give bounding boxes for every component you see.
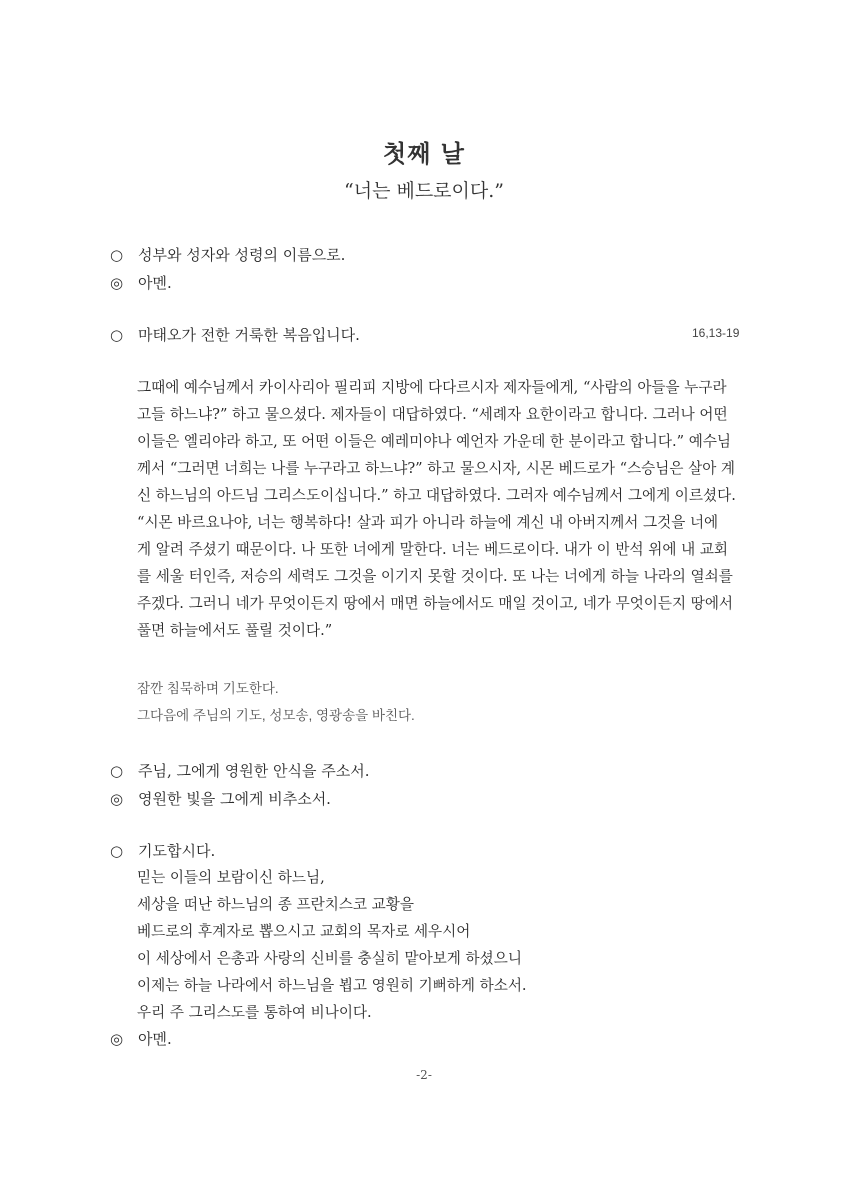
opening-line-1 xyxy=(110,244,345,265)
double-circle-mark-icon: ◎ xyxy=(110,790,124,808)
prayer-line: 세상을 떠난 하느님의 종 프란치스코 교황을 xyxy=(137,896,414,913)
gospel-line: 풀면 하늘에서도 풀릴 것이다.” xyxy=(137,622,333,639)
gospel-line: 께서 “그러면 너희는 나를 누구라고 하느냐?” 하고 물으시자, 시몬 베드로가 “스승님은 살아 계 xyxy=(137,460,736,477)
rubric-line: 그다음에 주님의 기도, 성모송, 영광송을 바친다. xyxy=(137,708,415,723)
gospel-line: 이들은 엘리야라 하고, 또 어떤 이들은 예레미야나 예언자 가운데 한 분이라고 합니다.” 예수님 xyxy=(137,433,732,450)
double-circle-mark-icon: ◎ xyxy=(110,274,124,292)
gospel-line: 게 알려 주셨기 때문이다. 나 또한 너에게 말한다. 너는 베드로이다. 내가 이 반석 위에 내 교회 xyxy=(137,541,729,558)
gospel-intro-line xyxy=(110,324,360,345)
prayer-line: 이 세상에서 은총과 사랑의 신비를 충실히 맡아보게 하셨으니 xyxy=(137,950,522,967)
opening-line-2 xyxy=(110,272,172,293)
prayer-line: 우리 주 그리스도를 통하여 비나이다. xyxy=(137,1004,372,1021)
circle-mark-icon: ○ xyxy=(110,762,124,780)
closing-line xyxy=(110,1028,172,1049)
response-text-2: 영원한 빛을 그에게 비추소서. xyxy=(138,790,331,808)
response-text-1: 주님, 그에게 영원한 안식을 주소서. xyxy=(138,762,370,780)
circle-mark-icon: ○ xyxy=(110,326,124,344)
gospel-line: 고들 하느냐?” 하고 물으셨다. 제자들이 대답하였다. “세례자 요한이라고 합니다. 그러나 어떤 xyxy=(137,406,728,423)
rubric-line: 잠깐 침묵하며 기도한다. xyxy=(137,681,279,696)
prayer-line: 믿는 이들의 보람이신 하느님, xyxy=(137,869,325,886)
prayer-intro-text: 기도합시다. xyxy=(138,842,216,860)
opening-text-2: 아멘. xyxy=(138,274,172,292)
response-line-2 xyxy=(110,788,331,809)
gospel-reference: 16,13-19 xyxy=(692,326,740,340)
page-number: -2- xyxy=(416,1068,432,1082)
double-circle-mark-icon: ◎ xyxy=(110,1030,124,1048)
gospel-line: “시몬 바르요나야, 너는 행복하다! 살과 피가 아니라 하늘에 계신 내 아버지께서 그것을 너에 xyxy=(137,514,719,531)
prayer-line: 이제는 하늘 나라에서 하느님을 뵙고 영원히 기뻐하게 하소서. xyxy=(137,977,527,994)
gospel-line: 그때에 예수님께서 카이사리아 필리피 지방에 다다르시자 제자들에게, “사람의 아들을 누구라 xyxy=(137,379,727,396)
prayer-intro-line xyxy=(110,840,215,861)
circle-mark-icon: ○ xyxy=(110,246,124,264)
gospel-line: 신 하느님의 아드님 그리스도이십니다.” 하고 대답하였다. 그러자 예수님께서 그에게 이르셨다. xyxy=(137,487,736,504)
prayer-line: 베드로의 후계자로 뽑으시고 교회의 목자로 세우시어 xyxy=(137,923,471,940)
page-subtitle: “너는 베드로이다.” xyxy=(344,180,504,202)
gospel-line: 를 세울 터인즉, 저승의 세력도 그것을 이기지 못할 것이다. 또 나는 너에게 하늘 나라의 열쇠를 xyxy=(137,568,733,585)
response-line-1 xyxy=(110,760,369,781)
gospel-intro-text: 마태오가 전한 거룩한 복음입니다. xyxy=(138,326,360,344)
page-title: 첫째 날 xyxy=(383,139,465,168)
circle-mark-icon: ○ xyxy=(110,842,124,860)
opening-text-1: 성부와 성자와 성령의 이름으로. xyxy=(138,246,346,264)
closing-text: 아멘. xyxy=(138,1030,172,1048)
gospel-line: 주겠다. 그러니 네가 무엇이든지 땅에서 매면 하늘에서도 매일 것이고, 네가 무엇이든지 땅에서 xyxy=(137,595,734,612)
